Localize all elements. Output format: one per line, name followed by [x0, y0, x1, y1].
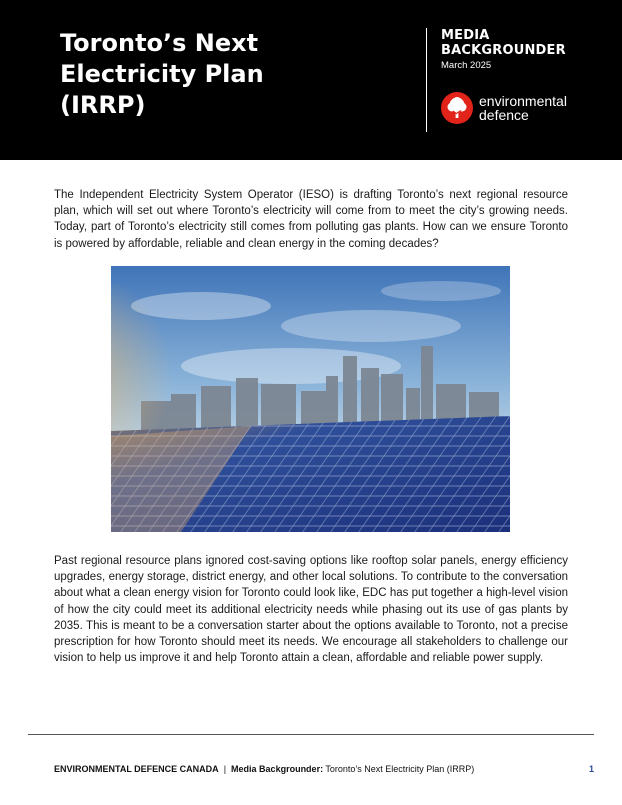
document-title: [60, 28, 390, 121]
logo-word-2: defence: [479, 107, 529, 123]
solar-skyline-illustration: [111, 266, 510, 532]
logo-word-1: environmental: [479, 93, 567, 109]
title-line-2: Electricity Plan: [60, 60, 264, 88]
solar-panels-city-skyline-image: [111, 266, 510, 532]
doc-type-line-2: BACKGROUNDER: [441, 43, 566, 58]
header-divider: [426, 28, 427, 132]
logo-wordmark: [479, 94, 567, 122]
footer-doc-title: Toronto’s Next Electricity Plan (IRRP): [325, 764, 475, 774]
intro-paragraph: The Independent Electricity System Operator (IESO) is drafting Toronto’s next regional resource plan, which will set out where Toronto’s electricity will come from to meet the city’s growing needs. Today, part of Toronto’s electricity still comes from polluting gas plants. How can we ensure Toronto is powered by affordable, reliable and clean energy in the coming decades?: [54, 189, 568, 250]
document-date: March 2025: [441, 60, 492, 71]
document-type: [441, 28, 566, 58]
title-line-3: (IRRP): [60, 91, 146, 119]
vision-paragraph: Past regional resource plans ignored cost-saving options like rooftop solar panels, energy efficiency upgrades, energy storage, district energy, and other local solutions. To contribute to the conversation about what a clean energy vision for Toronto could look like, EDC has put together a high-level vision of how the city could meet its additional electricity needs while phasing out its use of gas plants by 2035. This is meant to be a conversation starter about the options available to Toronto, not a precise prescription for how Toronto should meet its needs. We encourage all stakeholders to challenge our vision to help us improve it and help Toronto attain a clean, affordable and reliable power supply.: [54, 555, 568, 665]
footer-divider: [28, 734, 594, 735]
page-number: 1: [589, 764, 595, 774]
footer-org: ENVIRONMENTAL DEFENCE CANADA: [54, 764, 219, 774]
header-banner: [0, 0, 622, 160]
tree-logo-icon: [441, 92, 473, 124]
title-line-1: Toronto’s Next: [60, 29, 259, 57]
footer-label: Media Backgrounder:: [231, 764, 324, 774]
environmental-defence-logo[interactable]: [441, 90, 581, 130]
footer-separator: |: [223, 764, 227, 774]
footer: [54, 764, 574, 774]
doc-type-line-1: MEDIA: [441, 28, 490, 43]
